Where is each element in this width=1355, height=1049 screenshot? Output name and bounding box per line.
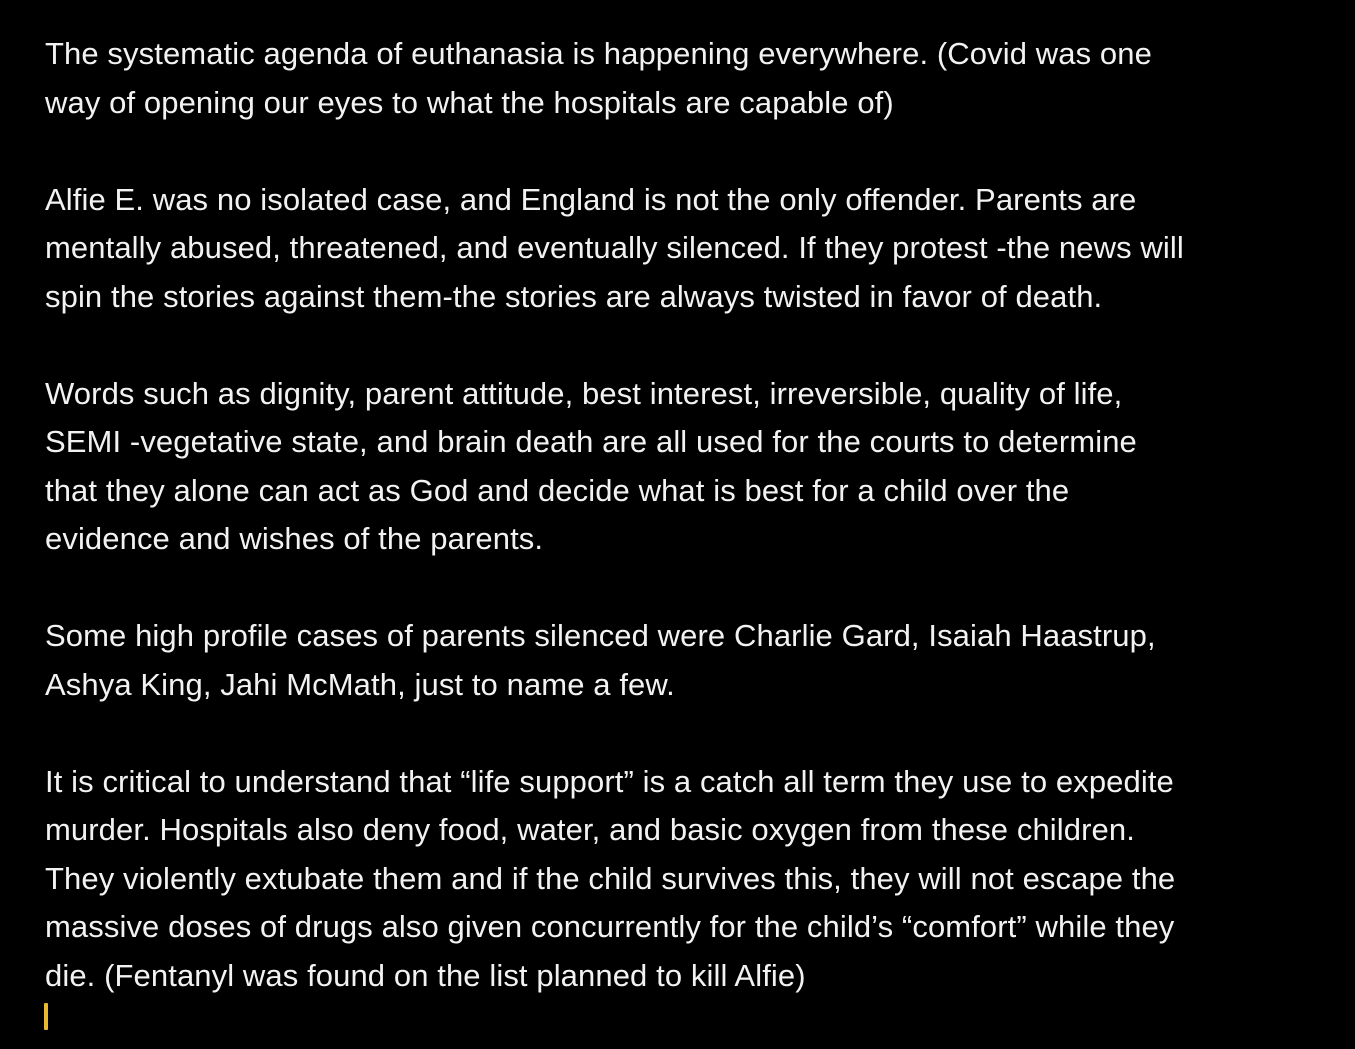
note-paragraph-1: The systematic agenda of euthanasia is happening everywhere. (Covid was one way of opening our eyes to what the hospitals are capable of): [45, 36, 1152, 120]
note-paragraph-2: Alfie E. was no isolated case, and England is not the only offender. Parents are mentally abused, threatened, and eventually silenced. If they protest -the news will spin the stories against them-the stories are always twisted in favor of death.: [45, 181, 1184, 314]
note-paragraph-5: It is critical to understand that “life support” is a catch all term they use to expedite murder. Hospitals also deny food, water, and basic oxygen from these children. They violently extubate them and if the child survives this, they will not escape the massive doses of drugs also given concurrently for the child’s “comfort” while they die. (Fentanyl was found on the list planned to kill Alfie): [45, 763, 1176, 993]
note-paragraph-3: Words such as dignity, parent attitude, best interest, irreversible, quality of life, SEMI -vegetative state, and brain death are all used for the courts to determine that they alone can act as God and decide what is best for a child over the evidence and wishes of the parents.: [45, 375, 1137, 556]
note-body[interactable]: [45, 30, 1335, 1049]
text-cursor: [44, 1003, 48, 1030]
note-paragraph-4: Some high profile cases of parents silenced were Charlie Gard, Isaiah Haastrup, Ashya King, Jahi McMath, just to name a few.: [45, 618, 1156, 702]
